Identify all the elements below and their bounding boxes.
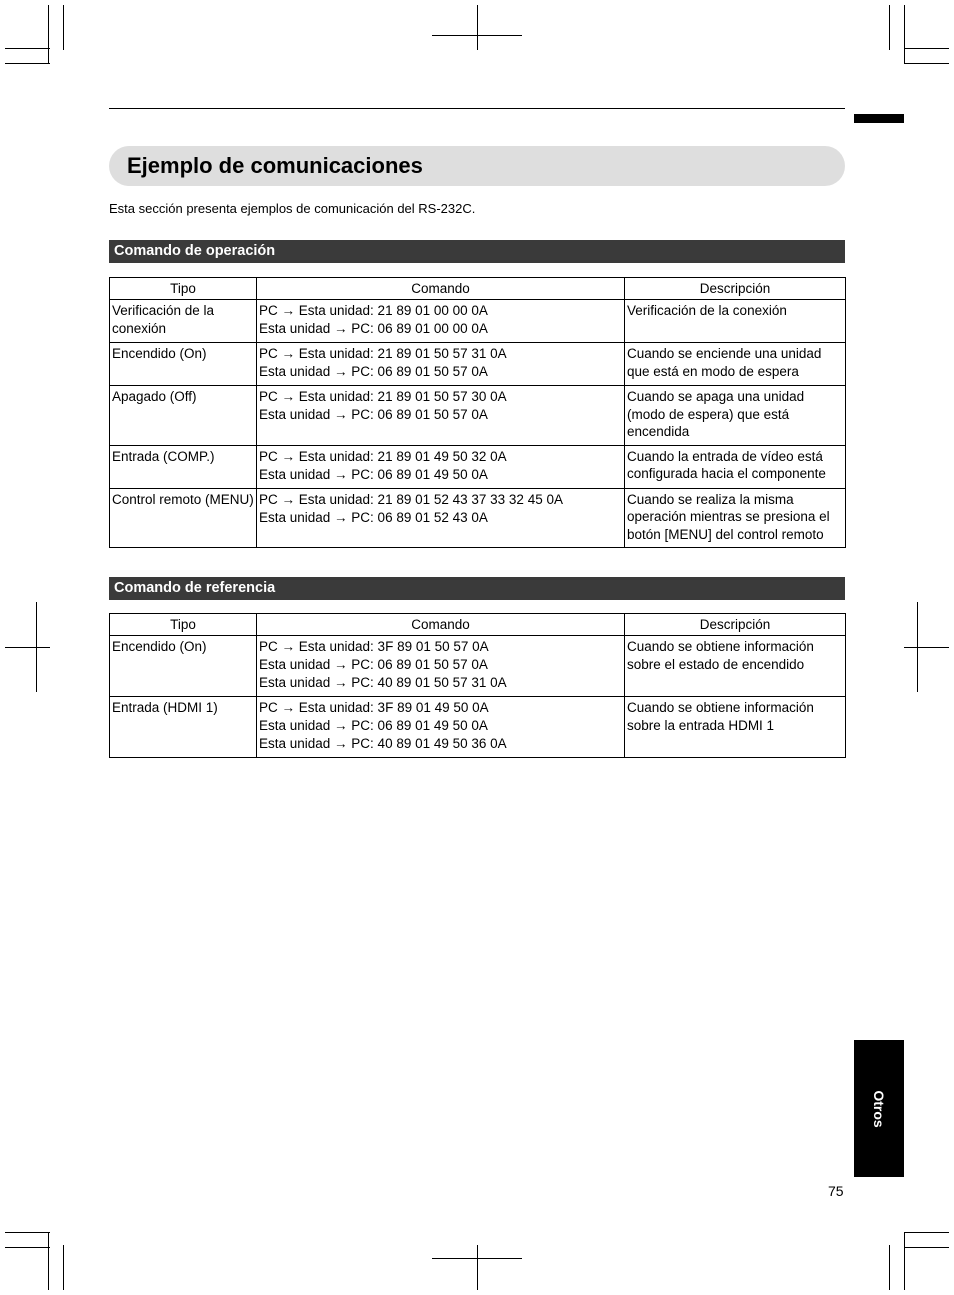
column-header-tipo: Tipo [110,278,257,300]
table-row [110,300,846,343]
command-line: Esta unidad → PC: 06 89 01 50 57 0A [259,657,488,672]
cell-tipo: Entrada (HDMI 1) [110,697,257,758]
cell-comando [257,343,625,386]
command-line: Esta unidad → PC: 06 89 01 50 57 0A [259,407,488,422]
cell-descripcion: Cuando se realiza la misma operación mientras se presiona el botón [MENU] del control remoto [625,488,846,548]
command-line: PC → Esta unidad: 3F 89 01 50 57 0A [259,639,489,654]
cell-comando [257,386,625,446]
cell-descripcion: Verificación de la conexión [625,300,846,343]
column-header-tipo: Tipo [110,614,257,636]
cell-tipo: Entrada (COMP.) [110,445,257,488]
command-line: Esta unidad → PC: 06 89 01 52 43 0A [259,509,488,525]
table-header-row [110,278,846,300]
column-header-comando: Comando [257,278,625,300]
section-side-tab [854,1040,904,1177]
operation-section-title: Comando de operación [114,243,276,259]
table-row [110,343,846,386]
table-row [110,445,846,488]
command-line: Esta unidad → PC: 06 89 01 49 50 0A [259,466,488,482]
page-title-bar [109,146,845,186]
page-number: 75 [828,1183,844,1199]
table-header-row [110,614,846,636]
cell-comando [257,697,625,758]
cell-descripcion: Cuando se obtiene información sobre el estado de encendido [625,636,846,697]
cell-tipo: Control remoto (MENU) [110,488,257,548]
cell-comando [257,300,625,343]
command-line: Esta unidad → PC: 40 89 01 50 57 31 0A [259,675,507,690]
command-line: PC → Esta unidad: 21 89 01 00 00 0A [259,303,488,318]
page-title: Ejemplo de comunicaciones [127,153,423,178]
reference-table [109,613,846,758]
command-line: Esta unidad → PC: 06 89 01 00 00 0A [259,321,488,336]
cell-tipo: Encendido (On) [110,636,257,697]
cell-descripcion: Cuando se apaga una unidad (modo de espera) que está encendida [625,386,846,446]
reference-section-header [109,577,845,600]
command-line: PC → Esta unidad: 21 89 01 50 57 31 0A [259,346,507,361]
operation-table [109,277,846,548]
cell-descripcion: Cuando se obtiene información sobre la entrada HDMI 1 [625,697,846,758]
cell-tipo: Encendido (On) [110,343,257,386]
intro-text: Esta sección presenta ejemplos de comunicación del RS-232C. [109,201,476,216]
cell-tipo: Apagado (Off) [110,386,257,446]
table-row [110,386,846,446]
cell-descripcion: Cuando se enciende una unidad que está en modo de espera [625,343,846,386]
table-row [110,697,846,758]
operation-section-header [109,240,845,263]
cell-descripcion: Cuando la entrada de vídeo está configurada hacia el componente [625,445,846,488]
command-line: PC → Esta unidad: 3F 89 01 49 50 0A [259,700,489,715]
column-header-comando: Comando [257,614,625,636]
column-header-descripcion: Descripción [625,278,846,300]
side-tab-label: Otros [871,1090,887,1128]
cell-tipo: Verificación de la conexión [110,300,257,343]
command-line: PC → Esta unidad: 21 89 01 52 43 37 33 32 45 0A [259,491,563,507]
cell-comando [257,445,625,488]
table-row [110,636,846,697]
command-line: Esta unidad → PC: 06 89 01 50 57 0A [259,364,488,379]
command-line: Esta unidad → PC: 06 89 01 49 50 0A [259,718,488,733]
command-line: Esta unidad → PC: 40 89 01 49 50 36 0A [259,736,507,751]
column-header-descripcion: Descripción [625,614,846,636]
command-line: PC → Esta unidad: 21 89 01 49 50 32 0A [259,448,507,464]
header-rule [109,108,845,109]
header-tab-marker [854,114,904,123]
table-row [110,488,846,548]
cell-comando [257,488,625,548]
reference-section-title: Comando de referencia [114,580,276,596]
command-line: PC → Esta unidad: 21 89 01 50 57 30 0A [259,389,507,404]
cell-comando [257,636,625,697]
